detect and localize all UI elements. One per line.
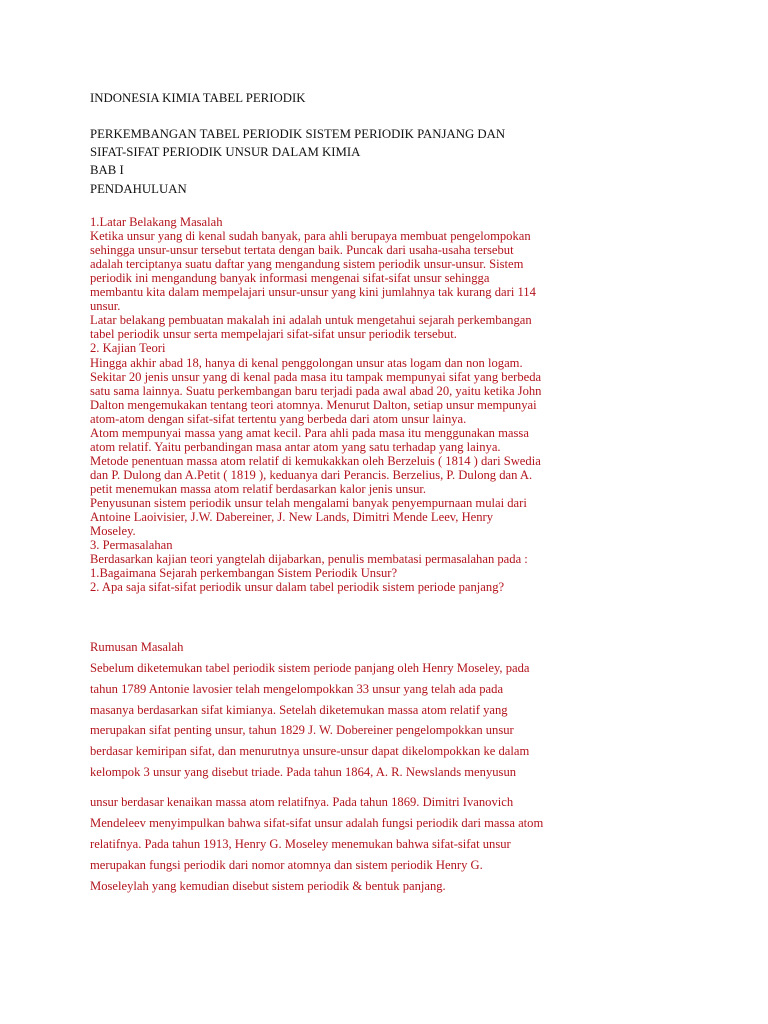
sec3-line: merupakan fungsi periodik dari nomor atomnya dan sistem periodik Henry G. [90,857,483,872]
sec1-line: periodik ini mengandung banyak informasi mengenai sifat-sifat unsur sehingga [90,271,490,286]
sec2-line: berdasar kemiripan sifat, dan menurutnya unsure-unsur dapat dikelompokkan ke dalam [90,744,530,759]
sec1-line: 1.Latar Belakang Masalah [90,215,223,229]
main-title-line-2: SIFAT-SIFAT PERIODIK UNSUR DALAM KIMIA [90,145,361,159]
sec1-line: Latar belakang pembuatan makalah ini adalah untuk mengetahui sejarah perkembangan [90,313,532,328]
sec2-line: tahun 1789 Antonie lavosier telah mengelompokkan 33 unsur yang telah ada pada [90,681,504,696]
sec1-line: Antoine Laoivisier, J.W. Dabereiner, J. New Lands, Dimitri Mende Leev, Henry [90,510,494,525]
sec3-line: relatifnya. Pada tahun 1913, Henry G. Moseley menemukan bahwa sifat-sifat unsur [90,836,511,851]
document-title: INDONESIA KIMIA TABEL PERIODIK [90,91,306,105]
sec2-line: masanya berdasarkan sifat kimianya. Setelah diketemukan massa atom relatif yang [90,702,508,717]
sec1-line: adalah terciptanya suatu daftar yang mengandung sistem periodik unsur-unsur. Sistem [90,257,524,272]
main-title-line-1: PERKEMBANGAN TABEL PERIODIK SISTEM PERIODIK PANJANG DAN [90,127,506,141]
sec1-line: atom-atom dengan sifat-sifat tertentu yang berbeda dari atom unsur lainya. [90,411,467,426]
sec2-line: Rumusan Masalah [90,640,184,654]
chapter-title: PENDAHULUAN [90,182,187,196]
sec1-line: Moseley. [90,524,136,539]
sec1-line: Atom mempunyai massa yang amat kecil. Para ahli pada masa itu menggunakan massa [90,425,529,440]
sec3-line: Mendeleev menyimpulkan bahwa sifat-sifat unsur adalah fungsi periodik dari massa atom [90,815,544,830]
sec1-line: Hingga akhir abad 18, hanya di kenal penggolongan unsur atas logam dan non logam. [90,355,523,370]
sec1-line: atom relatif. Yaitu perbandingan masa antar atom yang satu terhadap yang lainya. [90,439,501,454]
sec3-line: unsur berdasar kenaikan massa atom relatifnya. Pada tahun 1869. Dimitri Ivanovich [90,795,514,809]
sec1-line: 2. Kajian Teori [90,341,166,356]
sec1-line: satu sama lainnya. Suatu perkembangan baru terjadi pada awal abad 20, yaitu ketika John [90,383,542,398]
sec1-line: Berdasarkan kajian teori yangtelah dijabarkan, penulis membatasi permasalahan pada : [90,552,528,567]
sec1-line: 2. Apa saja sifat-sifat periodik unsur dalam tabel periodik sistem periode panjang? [90,580,505,595]
sec2-line: merupakan sifat penting unsur, tahun 1829 J. W. Dobereiner pengelompokkan unsur [90,723,514,738]
sec2-line: Sebelum diketemukan tabel periodik sistem periode panjang oleh Henry Moseley, pada [90,660,530,675]
sec1-line: Metode penentuan massa atom relatif di kemukakkan oleh Berzeluis ( 1814 ) dari Swedia [90,453,541,468]
sec2-line: kelompok 3 unsur yang disebut triade. Pada tahun 1864, A. R. Newslands menyusun [90,765,517,780]
sec1-line: dan P. Dulong dan A.Petit ( 1819 ), keduanya dari Perancis. Berzelius, P. Dulong dan A. [90,467,533,482]
sec1-line: unsur. [90,299,121,314]
sec1-line: petit menemukan massa atom relatif berdasarkan kalor jenis unsur. [90,481,427,496]
sec1-line: Ketika unsur yang di kenal sudah banyak, para ahli berupaya membuat pengelompokan [90,229,531,244]
sec1-line: 1.Bagaimana Sejarah perkembangan Sistem Periodik Unsur? [90,566,398,581]
chapter-number: BAB I [90,163,124,177]
sec1-line: membantu kita dalam mempelajari unsur-unsur yang kini jumlahnya tak kurang dari 114 [90,285,536,300]
sec1-line: tabel periodik unsur serta mempelajari sifat-sifat unsur periodik tersebut. [90,327,457,342]
sec1-line: Penyusunan sistem periodik unsur telah mengalami banyak penyempurnaan mulai dari [90,496,527,510]
sec1-line: Dalton mengemukakan tentang teori atomnya. Menurut Dalton, setiap unsur mempunyai [90,397,537,412]
sec3-line: Moseleylah yang kemudian disebut sistem periodik & bentuk panjang. [90,878,446,893]
sec1-line: sehingga unsur-unsur tersebut tertata dengan baik. Puncak dari usaha-usaha tersebut [90,243,514,258]
sec1-line: 3. Permasalahan [90,538,173,553]
sec1-line: Sekitar 20 jenis unsur yang di kenal pada masa itu tampak mempunyai sifat yang berbeda [90,369,542,384]
